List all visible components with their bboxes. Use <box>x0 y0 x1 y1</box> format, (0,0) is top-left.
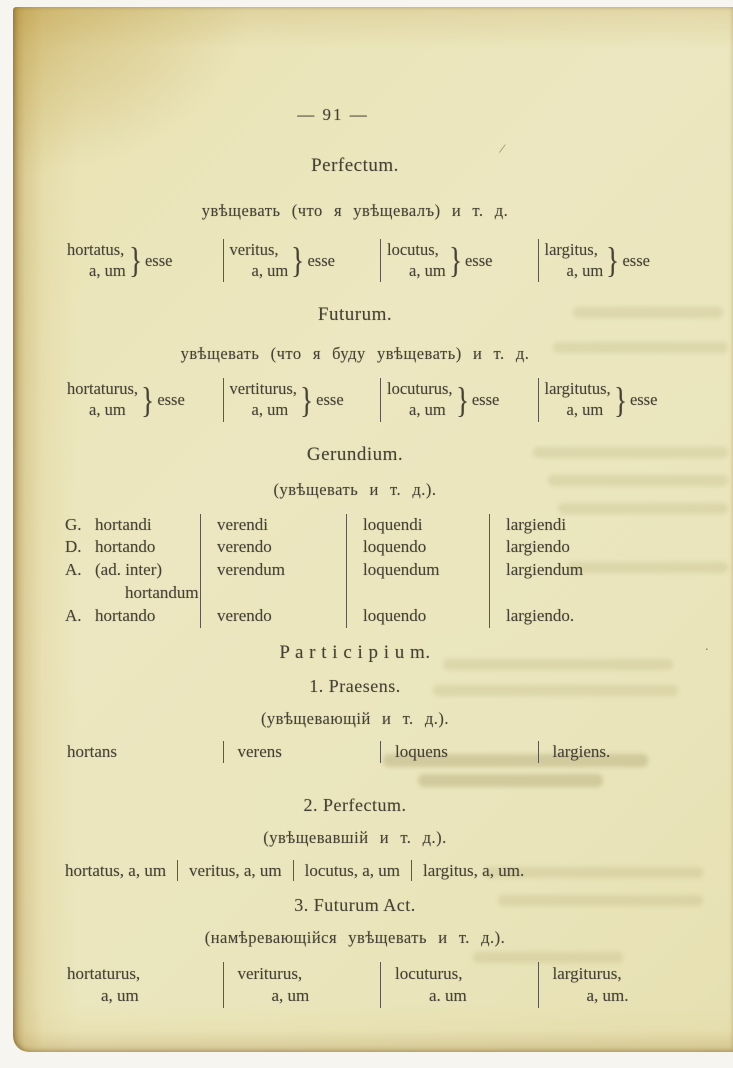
esse-label: esse <box>157 389 185 409</box>
latin-form: hortaturus, <box>67 964 141 984</box>
brace-glyph: } <box>606 240 620 281</box>
section-title-futurum: Futurum. <box>317 304 393 326</box>
latin-endings: a, um <box>566 399 604 419</box>
table-row-cell: largiendo <box>489 536 695 559</box>
table-row-cell: largiendo. <box>489 605 695 628</box>
latin-endings: a, um <box>271 986 310 1006</box>
latin-form: veritus, a, um <box>189 860 282 880</box>
latin-endings: a, um <box>409 399 446 419</box>
futurum-russian-gloss: увѣщевать (что я буду увѣщевать) и т. д. <box>180 344 530 364</box>
paradigm-cell <box>538 378 696 421</box>
latin-form: hortandum <box>125 583 199 603</box>
table-row-cell: verendum <box>200 559 346 605</box>
table-row-cell: loquendo <box>346 536 489 559</box>
latin-form: hortando <box>95 537 156 557</box>
latin-form: largitus, a, um. <box>422 860 525 880</box>
latin-endings: a, um <box>89 260 126 280</box>
paradigm-cell <box>65 378 223 421</box>
paradigm-cell <box>65 962 223 1008</box>
paradigm-cell <box>380 962 538 1008</box>
paradigm-cell <box>380 378 538 421</box>
futurum-paradigm-table <box>65 378 695 421</box>
subsection-title-praesens: 1. Praesens. <box>309 676 401 697</box>
esse-label: esse <box>464 250 493 270</box>
esse-label: esse <box>316 389 344 409</box>
perfectum2-russian-gloss: (увѣщевавшій и т. д.). <box>263 828 447 848</box>
latin-form: loquens <box>380 741 538 763</box>
column-divider <box>293 860 294 881</box>
paradigm-cell <box>223 239 381 282</box>
brace-glyph: } <box>128 240 142 281</box>
latin-form: largitus, <box>544 240 598 259</box>
table-row-cell <box>65 536 200 559</box>
latin-form: largitutus, <box>544 379 611 399</box>
brace-glyph: } <box>141 379 155 420</box>
case-label: G. <box>65 514 82 534</box>
table-row-cell: verendi <box>200 514 346 537</box>
ink-speck-artifact: . <box>705 639 709 654</box>
latin-endings: a, um. <box>586 986 629 1006</box>
table-row-cell <box>65 514 200 537</box>
latin-form: hortatus, <box>67 240 125 259</box>
table-row-cell: loquendo <box>346 605 489 628</box>
perfectum-russian-gloss: увѣщевать (что я увѣщевалъ) и т. д. <box>201 201 509 220</box>
column-divider <box>177 860 178 881</box>
latin-endings: a, um <box>251 260 289 280</box>
latin-form: largiturus, <box>552 964 622 984</box>
gerundium-russian-gloss: (увѣщевать и т. д.). <box>273 479 437 499</box>
case-label: D. <box>65 537 82 557</box>
esse-label: esse <box>307 250 335 270</box>
page-number: — 91 — <box>297 105 369 124</box>
latin-endings: a, um <box>89 399 126 419</box>
latin-form: largiens. <box>538 741 696 763</box>
paradigm-cell <box>538 239 696 282</box>
section-title-participium: P a r t i c i p i u m. <box>279 642 431 664</box>
paradigm-cell <box>538 962 696 1008</box>
latin-form: verens <box>223 741 381 763</box>
table-row-cell: verendo <box>200 605 346 628</box>
subsection-title-perfectum2: 2. Perfectum. <box>303 795 407 816</box>
latin-form: veritus, <box>229 240 279 259</box>
table-row-cell <box>65 559 200 605</box>
table-row-cell: largiendi <box>489 514 695 537</box>
latin-endings: a, um <box>101 986 139 1006</box>
futurum-act-russian-gloss: (намѣревающійся увѣщевать и т. д.). <box>204 928 506 948</box>
latin-form: veriturus, <box>237 964 303 984</box>
latin-form: locuturus, <box>387 379 453 399</box>
latin-form: hortans <box>67 742 118 762</box>
table-row-cell: verendo <box>200 536 346 559</box>
table-row-cell: loquendi <box>346 514 489 537</box>
latin-endings: a, um <box>566 260 604 280</box>
latin-form: locuturus, <box>395 964 463 984</box>
latin-form: locutus, <box>387 240 439 259</box>
table-row-cell: largiendum <box>489 559 695 605</box>
brace-glyph: } <box>455 379 469 420</box>
paradigm-cell <box>380 239 538 282</box>
praesens-forms-row <box>65 741 695 763</box>
latin-form: hortandi <box>95 514 152 534</box>
table-row-cell: loquendum <box>346 559 489 605</box>
case-label: A. <box>65 606 82 626</box>
brace-glyph: } <box>291 240 305 281</box>
brace-glyph: } <box>613 379 627 420</box>
case-label: A. <box>65 560 82 580</box>
latin-endings: a, um <box>251 399 289 419</box>
perfectum-paradigm-table <box>65 239 695 282</box>
table-row-cell <box>65 605 200 628</box>
gerundium-table <box>65 514 695 629</box>
latin-endings: a, um <box>409 260 446 280</box>
paradigm-cell <box>65 239 223 282</box>
brace-glyph: } <box>300 379 313 420</box>
latin-form: hortaturus, <box>67 379 139 399</box>
section-title-gerundium: Gerundium. <box>306 443 404 465</box>
esse-label: esse <box>629 389 658 409</box>
praesens-russian-gloss: (увѣщевающій и т. д.). <box>260 709 450 729</box>
subsection-title-futurum-act: 3. Futurum Act. <box>294 895 416 916</box>
latin-endings: a. um <box>429 986 467 1006</box>
book-page-scan <box>13 7 733 1052</box>
page-content <box>13 7 733 1008</box>
section-title-perfectum: Perfectum. <box>311 155 399 176</box>
latin-form: (ad. inter) <box>95 560 163 580</box>
paradigm-cell <box>223 378 381 421</box>
column-divider <box>411 860 412 881</box>
paradigm-cell <box>223 962 381 1008</box>
ink-speck-artifact: / <box>497 141 507 158</box>
esse-label: esse <box>471 389 500 409</box>
esse-label: esse <box>144 250 173 270</box>
brace-glyph: } <box>448 240 462 281</box>
perfectum2-forms-row <box>65 860 695 881</box>
futurum-act-table <box>65 962 695 1008</box>
esse-label: esse <box>622 250 650 270</box>
latin-form: hortando <box>95 606 156 626</box>
latin-form: hortatus, a, um <box>65 860 167 880</box>
latin-form: vertiturus, <box>229 379 297 399</box>
latin-form: locutus, a, um <box>304 860 400 880</box>
